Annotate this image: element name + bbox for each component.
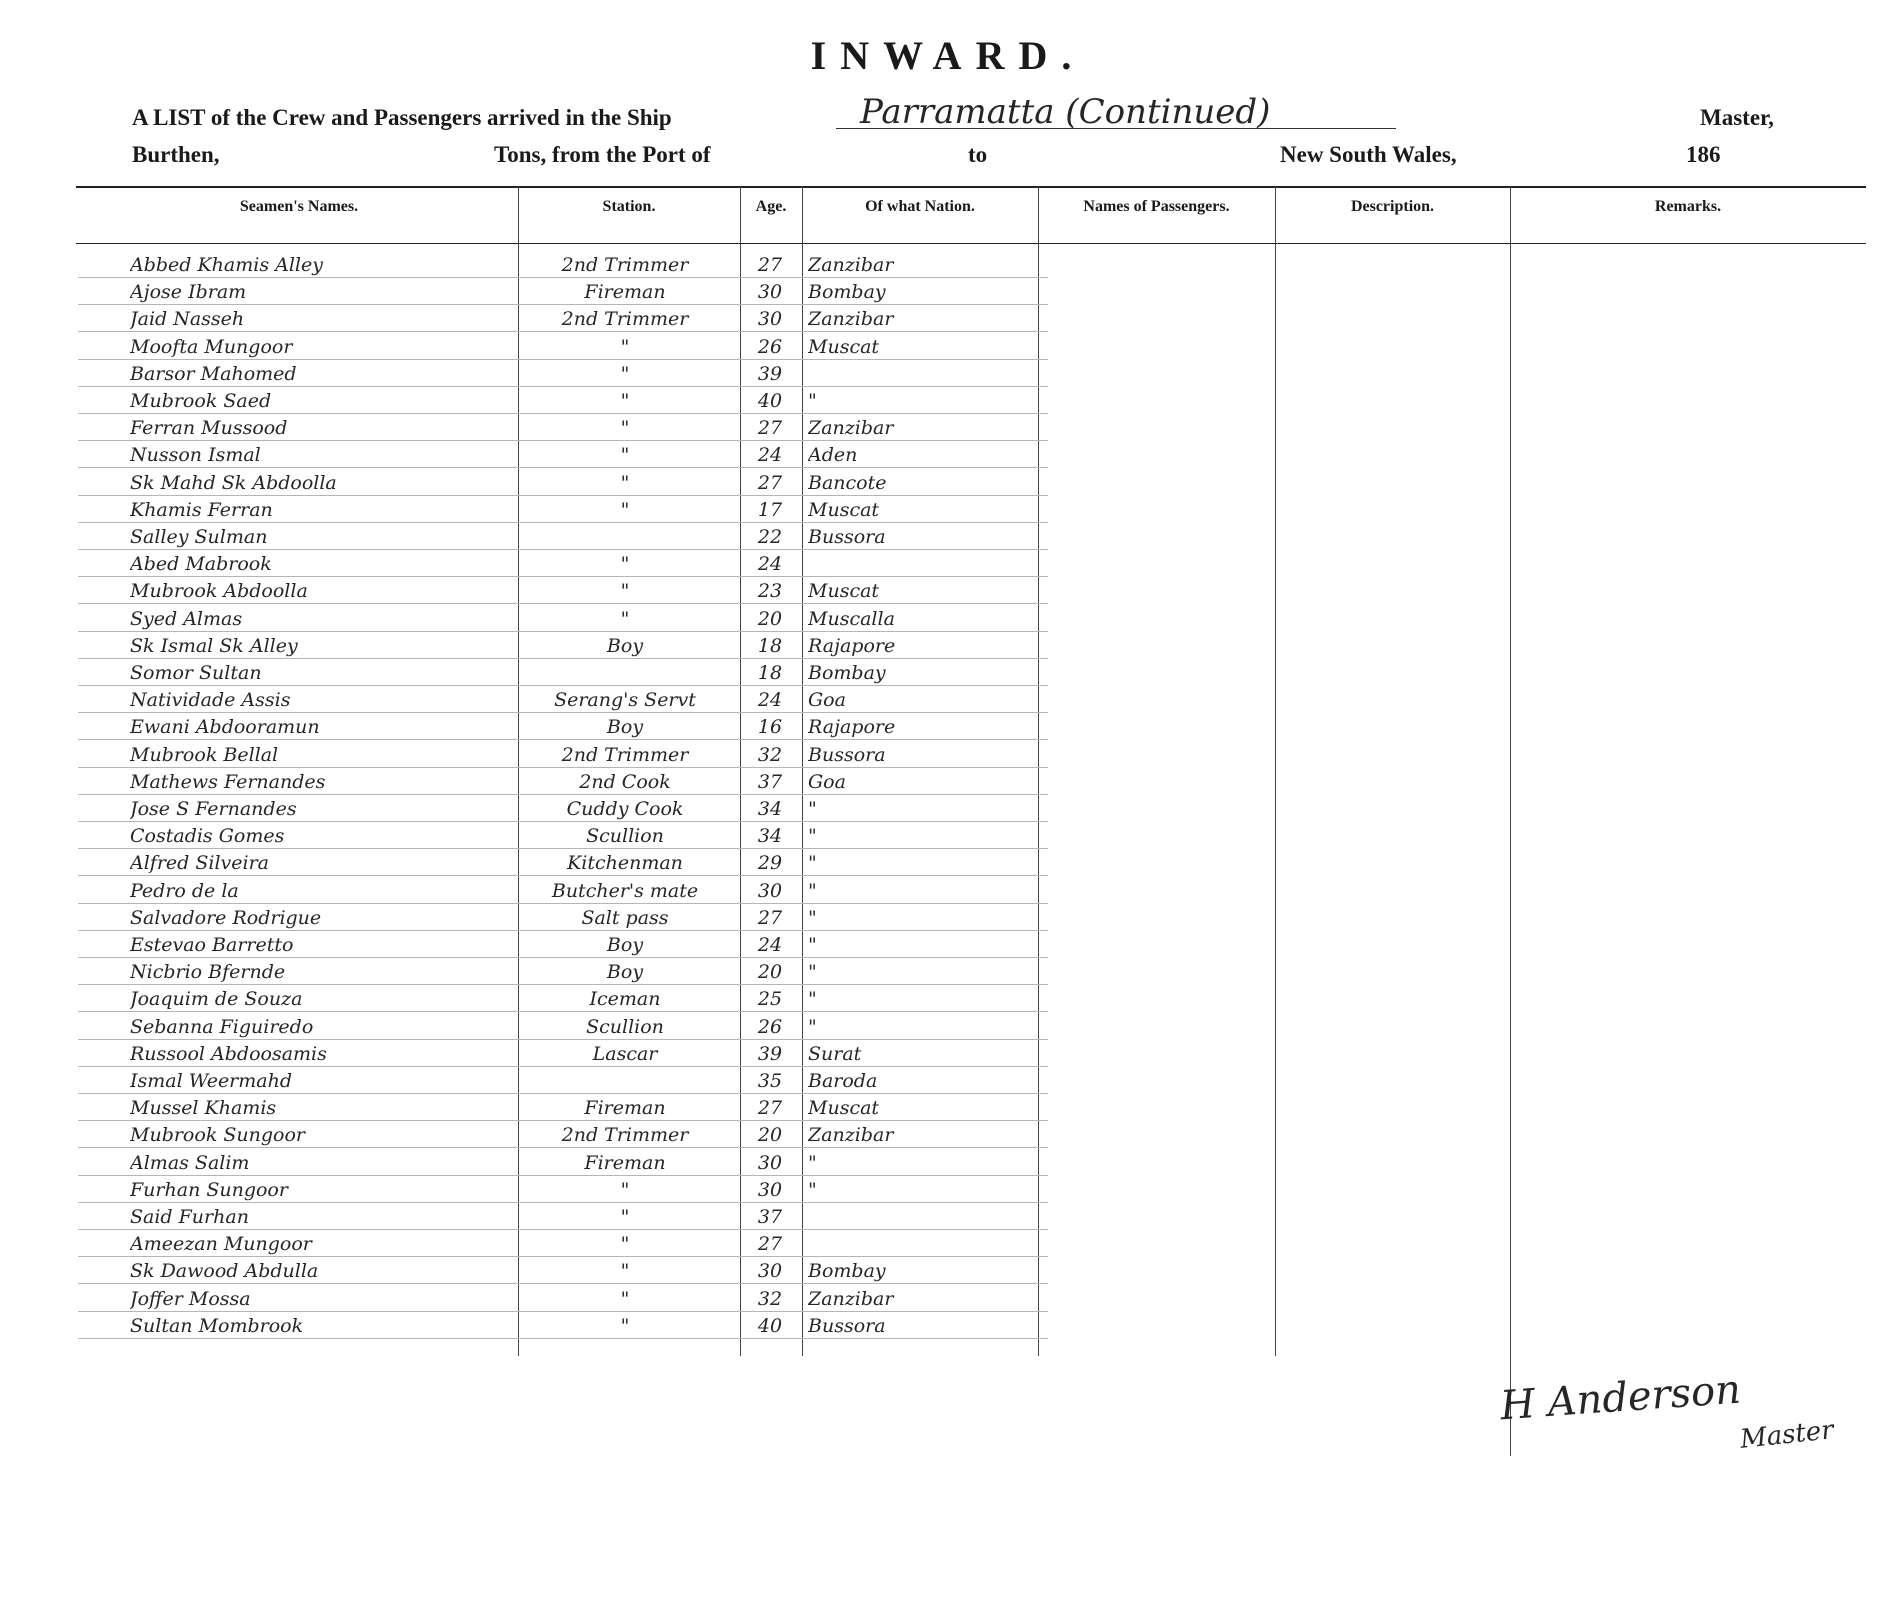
column-header-remarks: Remarks.	[1654, 198, 1722, 215]
seaman-name: Furhan Sungoor	[130, 1178, 288, 1201]
seaman-name: Said Furhan	[130, 1206, 249, 1228]
list-description: A LIST of the Crew and Passengers arrived in the Ship	[132, 105, 672, 130]
seaman-name: Estevao Barretto	[130, 934, 294, 956]
row-rule	[78, 794, 1048, 795]
station: "	[620, 607, 630, 630]
age: 40	[757, 1314, 783, 1337]
crew-row	[78, 769, 1048, 795]
row-rule	[78, 631, 1048, 632]
age: 18	[757, 634, 783, 657]
row-rule	[78, 658, 1048, 659]
row-rule	[78, 522, 1048, 523]
age: 32	[757, 743, 783, 766]
row-rule	[78, 440, 1048, 441]
year-label: 186	[1686, 142, 1721, 167]
nation: Bombay	[808, 662, 886, 684]
seaman-name: Russool Abdoosamis	[130, 1042, 327, 1065]
age: 30	[757, 1260, 783, 1283]
nation: Zanzibar	[808, 417, 894, 440]
row-rule	[78, 467, 1048, 468]
tons-from-port-label: Tons, from the Port of	[494, 142, 711, 167]
age: 29	[757, 852, 783, 875]
row-rule	[78, 848, 1048, 849]
table-top-rule	[76, 186, 1866, 188]
ship-name-underline	[836, 128, 1396, 129]
seaman-name: Abed Mabrook	[130, 553, 272, 576]
station: "	[620, 471, 630, 494]
station: Butcher's mate	[551, 879, 699, 902]
column-header-age: Age.	[755, 198, 787, 215]
crew-row	[78, 1258, 1048, 1284]
crew-row	[78, 1068, 1048, 1094]
nation: "	[808, 988, 817, 1011]
nation: "	[808, 1151, 817, 1174]
seaman-name: Ewani Abdooramun	[130, 716, 320, 739]
seaman-name: Pedro de la	[130, 879, 239, 902]
crew-row	[78, 823, 1048, 849]
table-header-rule	[76, 243, 1866, 244]
seaman-name: Alfred Silveira	[130, 852, 269, 875]
column-divider-remarks	[1510, 186, 1511, 1456]
seaman-name: Natividade Assis	[130, 689, 291, 712]
station: "	[620, 444, 630, 467]
station: "	[620, 580, 630, 603]
age: 20	[757, 1124, 783, 1147]
age: 27	[757, 1233, 783, 1256]
seaman-name: Barsor Mahomed	[130, 362, 297, 385]
crew-row	[78, 1122, 1048, 1148]
crew-row	[78, 497, 1048, 523]
column-header-seamen-names: Seamen's Names.	[239, 198, 359, 215]
crew-row	[78, 252, 1048, 278]
seaman-name: Joaquim de Souza	[130, 988, 303, 1011]
crew-row	[78, 959, 1048, 985]
station: "	[620, 1287, 630, 1310]
row-rule	[78, 821, 1048, 822]
crew-row	[78, 334, 1048, 360]
age: 24	[757, 689, 783, 712]
age: 23	[757, 580, 783, 603]
nation: "	[808, 961, 817, 984]
age: 22	[757, 526, 783, 548]
age: 26	[757, 1015, 783, 1038]
age: 30	[757, 308, 783, 331]
crew-row	[78, 578, 1048, 604]
nation: Muscalla	[808, 607, 895, 630]
crew-row	[78, 1177, 1048, 1203]
nation: Muscat	[808, 580, 880, 603]
crew-row	[78, 850, 1048, 876]
row-rule	[78, 712, 1048, 713]
station: Salt pass	[581, 906, 669, 929]
nation: Bombay	[808, 281, 886, 304]
age: 16	[757, 716, 783, 739]
crew-row	[78, 415, 1048, 441]
row-rule	[78, 875, 1048, 876]
nation: "	[808, 798, 817, 820]
seaman-name: Ferran Mussood	[130, 417, 288, 440]
seaman-name: Ajose Ibram	[130, 281, 247, 304]
column-header-passengers: Names of Passengers.	[1083, 198, 1230, 215]
crew-row	[78, 388, 1048, 414]
crew-row	[78, 687, 1048, 713]
station: Fireman	[584, 281, 666, 304]
row-rule	[78, 984, 1048, 985]
burthen-label: Burthen,	[132, 142, 220, 167]
seaman-name: Mubrook Sungoor	[130, 1124, 305, 1147]
nation: Goa	[808, 689, 846, 712]
row-rule	[78, 957, 1048, 958]
age: 39	[757, 1042, 783, 1065]
crew-row	[78, 279, 1048, 305]
age: 34	[757, 825, 783, 848]
row-rule	[78, 1175, 1048, 1176]
destination-label: New South Wales,	[1280, 142, 1457, 167]
row-rule	[78, 930, 1048, 931]
row-rule	[78, 331, 1048, 332]
crew-row	[78, 1041, 1048, 1067]
nation: "	[808, 934, 817, 956]
row-rule	[78, 1011, 1048, 1012]
crew-row	[78, 361, 1048, 387]
nation: Rajapore	[808, 634, 896, 657]
nation: Aden	[808, 444, 858, 467]
row-rule	[78, 413, 1048, 414]
seaman-name: Salvadore Rodrigue	[130, 906, 322, 929]
seaman-name: Mathews Fernandes	[130, 770, 326, 793]
station: Fireman	[584, 1097, 666, 1120]
age: 24	[757, 934, 783, 956]
nation: Surat	[808, 1042, 862, 1065]
ship-name: Parramatta (Continued)	[860, 92, 1271, 132]
station: Boy	[606, 634, 644, 657]
age: 37	[757, 770, 783, 793]
seaman-name: Sk Mahd Sk Abdoolla	[130, 471, 337, 494]
nation: "	[808, 825, 817, 848]
age: 24	[757, 444, 783, 467]
station: "	[620, 1206, 630, 1228]
seaman-name: Sebanna Figuiredo	[130, 1015, 314, 1038]
nation: Zanzibar	[808, 1287, 894, 1310]
nation: Bussora	[808, 743, 886, 766]
crew-row	[78, 878, 1048, 904]
nation: "	[808, 1178, 817, 1201]
nation: Muscat	[808, 1097, 880, 1120]
age: 32	[757, 1287, 783, 1310]
age: 30	[757, 879, 783, 902]
nation: Goa	[808, 770, 846, 793]
nation: Zanzibar	[808, 308, 894, 331]
nation: Bombay	[808, 1260, 886, 1283]
row-rule	[78, 1039, 1048, 1040]
column-header-description: Description.	[1350, 198, 1435, 215]
age: 17	[757, 498, 783, 521]
nation: Muscat	[808, 335, 880, 358]
station: "	[620, 553, 630, 576]
crew-row	[78, 470, 1048, 496]
age: 27	[757, 471, 783, 494]
age: 30	[757, 1151, 783, 1174]
column-header-station: Station.	[602, 198, 656, 215]
row-rule	[78, 304, 1048, 305]
station: Boy	[606, 934, 644, 956]
nation: "	[808, 390, 817, 412]
row-rule	[78, 386, 1048, 387]
station: Boy	[606, 716, 644, 739]
nation: "	[808, 1015, 817, 1038]
row-rule	[78, 1147, 1048, 1148]
row-rule	[78, 1093, 1048, 1094]
master-label: Master,	[1700, 105, 1774, 130]
nation: Bussora	[808, 526, 886, 548]
seaman-name: Sk Ismal Sk Alley	[130, 634, 298, 657]
crew-row	[78, 633, 1048, 659]
station: "	[620, 1260, 630, 1283]
age: 24	[757, 553, 783, 576]
seaman-name: Mussel Khamis	[130, 1097, 277, 1120]
age: 18	[757, 662, 783, 684]
column-header-nation: Of what Nation.	[865, 198, 975, 215]
station: 2nd Trimmer	[561, 1124, 689, 1147]
seaman-name: Nicbrio Bfernde	[130, 961, 286, 984]
nation: "	[808, 879, 817, 902]
crew-row	[78, 442, 1048, 468]
nation: Zanzibar	[808, 1124, 894, 1147]
seaman-name: Almas Salim	[130, 1151, 250, 1174]
seaman-name: Salley Sulman	[130, 526, 268, 548]
nation: Zanzibar	[808, 254, 894, 276]
crew-row	[78, 932, 1048, 958]
row-rule	[78, 576, 1048, 577]
row-rule	[78, 685, 1048, 686]
seaman-name: Khamis Ferran	[130, 498, 273, 521]
age: 20	[757, 607, 783, 630]
age: 30	[757, 1178, 783, 1201]
row-rule	[78, 1202, 1048, 1203]
age: 27	[757, 417, 783, 440]
age: 27	[757, 906, 783, 929]
station: Fireman	[584, 1151, 666, 1174]
crew-row	[78, 796, 1048, 822]
crew-row	[78, 1286, 1048, 1312]
crew-row	[78, 986, 1048, 1012]
age: 27	[757, 1097, 783, 1120]
station: "	[620, 1178, 630, 1201]
crew-row	[78, 1204, 1048, 1230]
row-rule	[78, 739, 1048, 740]
age: 25	[757, 988, 783, 1011]
station: Iceman	[589, 988, 661, 1011]
age: 30	[757, 281, 783, 304]
station: 2nd Trimmer	[561, 308, 689, 331]
seaman-name: Joffer Mossa	[130, 1287, 251, 1310]
crew-row	[78, 714, 1048, 740]
station: "	[620, 498, 630, 521]
row-rule	[78, 1229, 1048, 1230]
age: 40	[757, 390, 783, 412]
row-rule	[78, 1283, 1048, 1284]
row-rule	[78, 767, 1048, 768]
seaman-name: Abbed Khamis Alley	[130, 254, 323, 276]
nation: Bussora	[808, 1314, 886, 1337]
seaman-name: Sk Dawood Abdulla	[130, 1260, 319, 1283]
age: 35	[757, 1070, 783, 1092]
crew-row	[78, 1014, 1048, 1040]
crew-row	[78, 1313, 1048, 1339]
station: 2nd Trimmer	[561, 254, 689, 276]
nation: Muscat	[808, 498, 880, 521]
row-rule	[78, 359, 1048, 360]
crew-row	[78, 1231, 1048, 1257]
row-rule	[78, 1120, 1048, 1121]
station: "	[620, 1314, 630, 1337]
station: Serang's Servt	[554, 689, 696, 712]
station: Cuddy Cook	[566, 798, 684, 820]
seaman-name: Jaid Nasseh	[130, 308, 245, 331]
seaman-name: Ismal Weermahd	[130, 1070, 293, 1092]
seaman-name: Moofta Mungoor	[130, 335, 293, 358]
age: 20	[757, 961, 783, 984]
row-rule	[78, 549, 1048, 550]
age: 34	[757, 798, 783, 820]
seaman-name: Nusson Ismal	[130, 444, 261, 467]
station: Lascar	[592, 1042, 658, 1065]
station: Scullion	[586, 825, 664, 848]
to-label: to	[968, 142, 988, 167]
crew-row	[78, 524, 1048, 550]
seaman-name: Jose S Fernandes	[130, 798, 297, 820]
seaman-name: Costadis Gomes	[130, 825, 285, 848]
column-divider-description	[1275, 186, 1276, 1356]
seaman-name: Mubrook Saed	[130, 390, 272, 412]
crew-row	[78, 905, 1048, 931]
row-rule	[78, 903, 1048, 904]
crew-row	[78, 1095, 1048, 1121]
seaman-name: Syed Almas	[130, 607, 243, 630]
crew-row	[78, 660, 1048, 686]
row-rule	[78, 495, 1048, 496]
nation: Bancote	[808, 471, 887, 494]
row-rule	[78, 1066, 1048, 1067]
seaman-name: Somor Sultan	[130, 662, 262, 684]
row-rule	[78, 277, 1048, 278]
station: 2nd Trimmer	[561, 743, 689, 766]
station: "	[620, 362, 630, 385]
nation: Baroda	[808, 1070, 878, 1092]
row-rule	[78, 1338, 1048, 1339]
station: Kitchenman	[567, 852, 683, 875]
age: 39	[757, 362, 783, 385]
crew-row	[78, 742, 1048, 768]
station: Boy	[606, 961, 644, 984]
master-signature: H Anderson	[1498, 1366, 1743, 1430]
station: Scullion	[586, 1015, 664, 1038]
age: 37	[757, 1206, 783, 1228]
seaman-name: Ameezan Mungoor	[130, 1233, 312, 1256]
seaman-name: Mubrook Bellal	[130, 743, 279, 766]
station: "	[620, 335, 630, 358]
row-rule	[78, 1256, 1048, 1257]
age: 26	[757, 335, 783, 358]
seaman-name: Mubrook Abdoolla	[130, 580, 308, 603]
master-signature-role: Master	[1738, 1415, 1836, 1455]
nation: "	[808, 906, 817, 929]
seaman-name: Sultan Mombrook	[130, 1314, 304, 1337]
crew-row	[78, 1150, 1048, 1176]
crew-row	[78, 306, 1048, 332]
nation: "	[808, 852, 817, 875]
crew-row	[78, 606, 1048, 632]
station: "	[620, 390, 630, 412]
station: "	[620, 1233, 630, 1256]
page-title: INWARD.	[810, 33, 1086, 78]
nation: Rajapore	[808, 716, 896, 739]
age: 27	[757, 254, 783, 276]
row-rule	[78, 603, 1048, 604]
station: 2nd Cook	[579, 770, 671, 793]
station: "	[620, 417, 630, 440]
row-rule	[78, 1311, 1048, 1312]
crew-row	[78, 551, 1048, 577]
